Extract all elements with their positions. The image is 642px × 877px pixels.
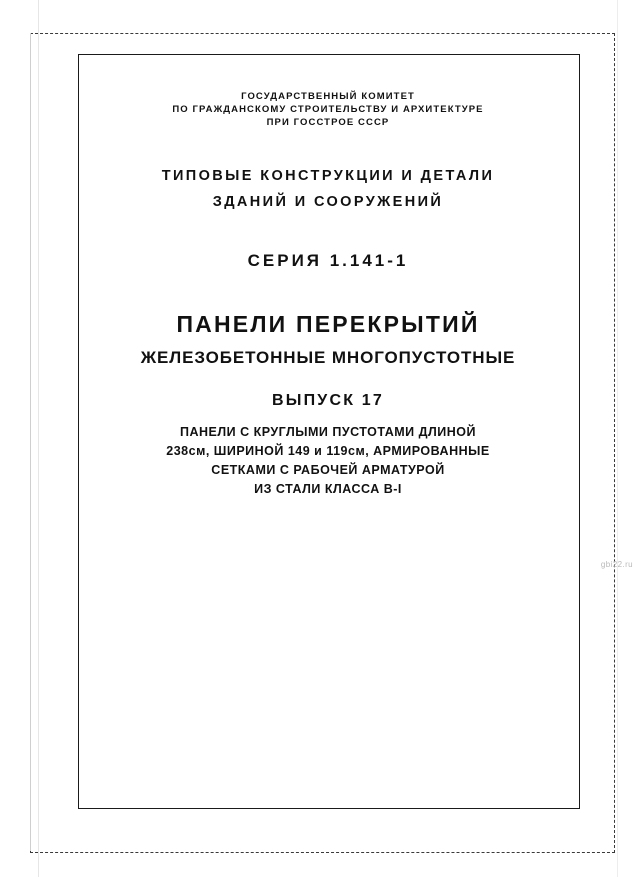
page-title: ПАНЕЛИ ПЕРЕКРЫТИЙ: [176, 311, 480, 337]
series-kind-line-1: ТИПОВЫЕ КОНСТРУКЦИИ И ДЕТАЛИ: [161, 168, 495, 184]
series-kind-line-2: ЗДАНИЙ И СООРУЖЕНИЙ: [212, 194, 444, 210]
watermark: gbi22.ru: [600, 560, 633, 569]
description-line-4: ИЗ СТАЛИ КЛАССА В-I: [254, 482, 402, 496]
page-subtitle: ЖЕЛЕЗОБЕТОННЫЕ МНОГОПУСТОТНЫЕ: [140, 348, 516, 367]
description-line-1: ПАНЕЛИ С КРУГЛЫМИ ПУСТОТАМИ ДЛИНОЙ: [180, 425, 476, 439]
description-line-2: 238см, ШИРИНОЙ 149 и 119см, АРМИРОВАННЫЕ: [166, 444, 490, 458]
organization-line-3: ПРИ ГОССТРОЕ СССР: [266, 117, 390, 128]
scan-artifact-right: [617, 0, 618, 877]
description: [78, 423, 578, 499]
scan-artifact-left: [38, 0, 39, 877]
description-line-3: СЕТКАМИ С РАБОЧЕЙ АРМАТУРОЙ: [211, 463, 445, 477]
series-number: СЕРИЯ 1.141-1: [247, 251, 409, 270]
series-kind: [78, 163, 578, 215]
organization-line-1: ГОСУДАРСТВЕННЫЙ КОМИТЕТ: [241, 91, 415, 102]
issue-number: ВЫПУСК 17: [271, 392, 385, 409]
title-block-content: [78, 54, 578, 499]
issuing-organization: [78, 90, 578, 129]
organization-line-2: ПО ГРАЖДАНСКОМУ СТРОИТЕЛЬСТВУ И АРХИТЕКТУРЕ: [172, 104, 484, 115]
